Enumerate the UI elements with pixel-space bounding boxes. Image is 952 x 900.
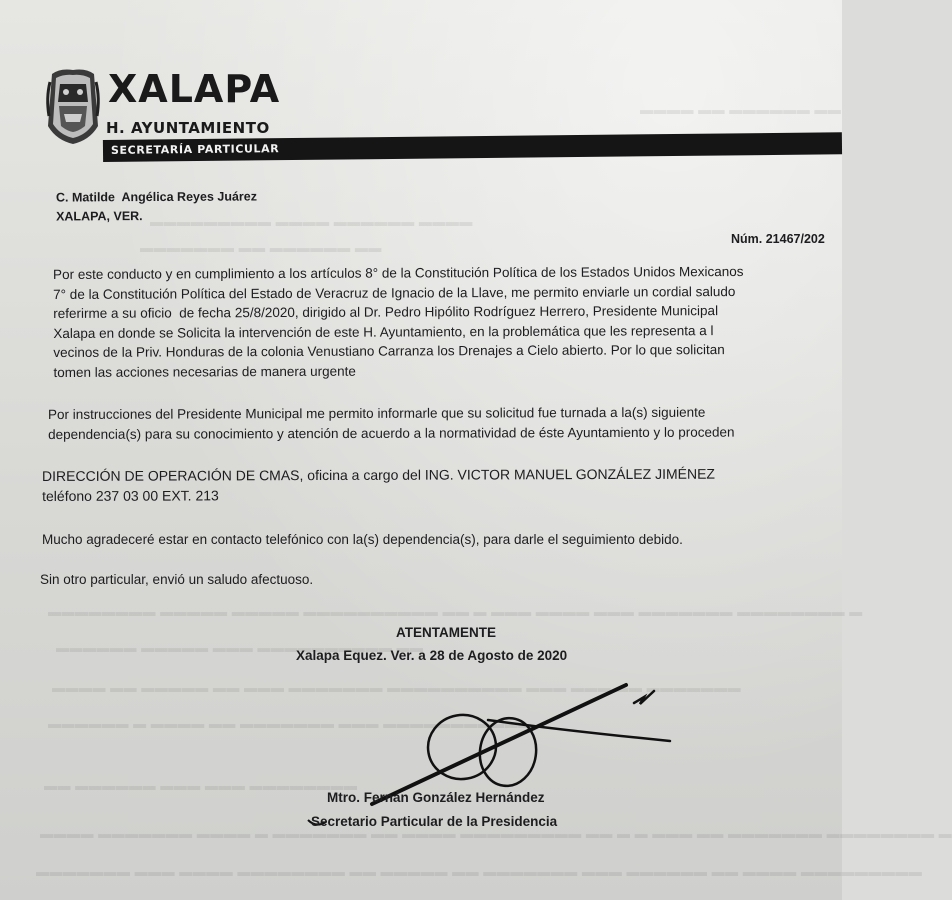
bleed-through-text: ▬▬▬▬ ▬▬▬▬▬▬▬ ▬▬▬▬ ▬ ▬▬▬▬▬▬▬ ▬▬ ▬▬▬▬ ▬▬▬▬▬▬▬▬▬ ▬▬ ▬ ▬ ▬▬▬ ▬▬ ▬▬▬▬▬▬▬ ▬▬▬▬▬▬▬▬ ▬ [40,826,952,841]
paragraph-1 [53,262,744,382]
bleed-through-text: ▬▬▬▬▬▬ ▬ ▬▬▬▬ ▬▬ ▬▬▬▬▬▬▬ ▬▬▬ ▬▬▬▬▬▬▬▬▬▬▬ [48,716,532,731]
bleed-through-text: ▬▬▬▬▬▬▬▬▬ ▬▬▬▬ ▬▬▬▬▬▬ ▬▬▬▬ [150,214,473,229]
bleed-through-text: ▬▬▬▬▬▬▬ ▬▬ ▬▬▬▬▬▬ ▬▬ [140,240,382,255]
letterhead-city: XALAPA [108,67,281,111]
paragraph-line: Mucho agradeceré estar en contacto telefónico con la(s) dependencia(s), para darle el seguimiento debido. [42,532,683,547]
letterhead-department: SECRETARÍA PARTICULAR [110,142,280,157]
paragraph-line: referirme a su oficio de fecha 25/8/2020, dirigido al Dr. Pedro Hipólito Rodríguez Herrero, Presidente Municipal [53,303,719,321]
paragraph-line: dependencia(s) para su conocimiento y atención de acuerdo a la normatividad de éste Ayuntamiento y lo proceden [48,424,735,442]
bleed-through-text: ▬▬▬▬▬▬ ▬▬▬▬▬ ▬▬▬ ▬▬▬▬▬▬▬▬▬▬ ▬▬ [56,640,424,655]
recipient-name: C. Matilde Angélica Reyes Juárez [55,189,257,205]
closing-place-date: Xalapa Equez. Ver. a 28 de Agosto de 2020 [296,648,568,663]
paragraph-2 [48,403,735,444]
paragraph-line: Por instrucciones del Presidente Municipal me permito informarle que su solicitud fue turnada a la(s) siguiente [48,404,706,422]
paragraph-line: Por este conducto y en cumplimiento a los artículos 8° de la Constitución Política de los Estados Unidos Mexicanos [53,263,744,282]
bleed-through-text: ▬▬ ▬▬▬▬▬▬ ▬▬▬ ▬▬▬ ▬▬▬▬▬▬▬▬ [44,778,358,793]
paragraph-5 [40,570,313,590]
signer-name: Mtro. Fernán González Hernández [327,790,545,805]
paragraph-line: Sin otro particular, envió un saludo afectuoso. [40,572,314,587]
paragraph-line: tomen las acciones necesarias de manera urgente [53,363,356,380]
bleed-through-text: ▬▬▬▬▬▬▬▬ ▬▬▬▬▬ ▬▬▬▬▬ ▬▬▬▬▬▬▬▬▬▬ ▬▬ ▬ ▬▬▬ ▬▬▬▬ ▬▬▬ ▬▬▬▬▬▬▬ ▬▬▬▬▬▬▬▬ ▬ [48,604,863,619]
paragraph-line: 7° de la Constitución Política del Estado de Veracruz de Ignacio de la Llave, me permito enviarle un cordial saludo [53,283,736,302]
letterhead-subtitle: H. AYUNTAMIENTO [106,119,270,137]
reference-number: Núm. 21467/202 [731,232,825,246]
paragraph-line: vecinos de la Priv. Honduras de la colonia Venustiano Carranza los Drenajes a Cielo abierto. Por lo que solicitan [53,342,725,360]
paragraph-line: teléfono 237 03 00 EXT. 213 [42,486,219,504]
paragraph-line: Xalapa en donde se Solicita la intervención de este H. Ayuntamiento, en la problemática que les representa a l [53,322,714,341]
paragraph-4 [42,530,683,550]
bleed-through-text: ▬▬▬▬ ▬▬ ▬▬▬▬▬▬ ▬▬ [640,102,842,117]
city-seal-icon [46,68,100,146]
closing-salutation: ATENTAMENTE [396,625,496,640]
bleed-through-text: ▬▬▬▬▬▬▬ ▬▬▬ ▬▬▬▬ ▬▬▬▬▬▬▬▬ ▬▬ ▬▬▬▬▬ ▬▬ ▬▬▬▬▬▬▬ ▬▬▬ ▬▬▬▬▬▬ ▬▬ ▬▬▬▬ ▬▬▬▬▬▬▬▬▬ [36,864,923,879]
bleed-through-text: ▬▬▬▬ ▬▬ ▬▬▬▬▬ ▬▬ ▬▬▬ ▬▬▬▬▬▬▬ ▬▬▬▬▬▬▬▬▬▬ ▬▬▬ ▬▬▬ ▬▬ ▬▬▬▬▬▬▬ [52,680,742,695]
paragraph-3 [42,465,715,506]
recipient-block [56,187,257,226]
paragraph-line: DIRECCIÓN DE OPERACIÓN DE CMAS, oficina a cargo del ING. VICTOR MANUEL GONZÁLEZ JIMÉNEZ [42,465,715,484]
recipient-city: XALAPA, VER. [56,209,143,224]
signer-title: Secretario Particular de la Presidencia [311,814,558,829]
